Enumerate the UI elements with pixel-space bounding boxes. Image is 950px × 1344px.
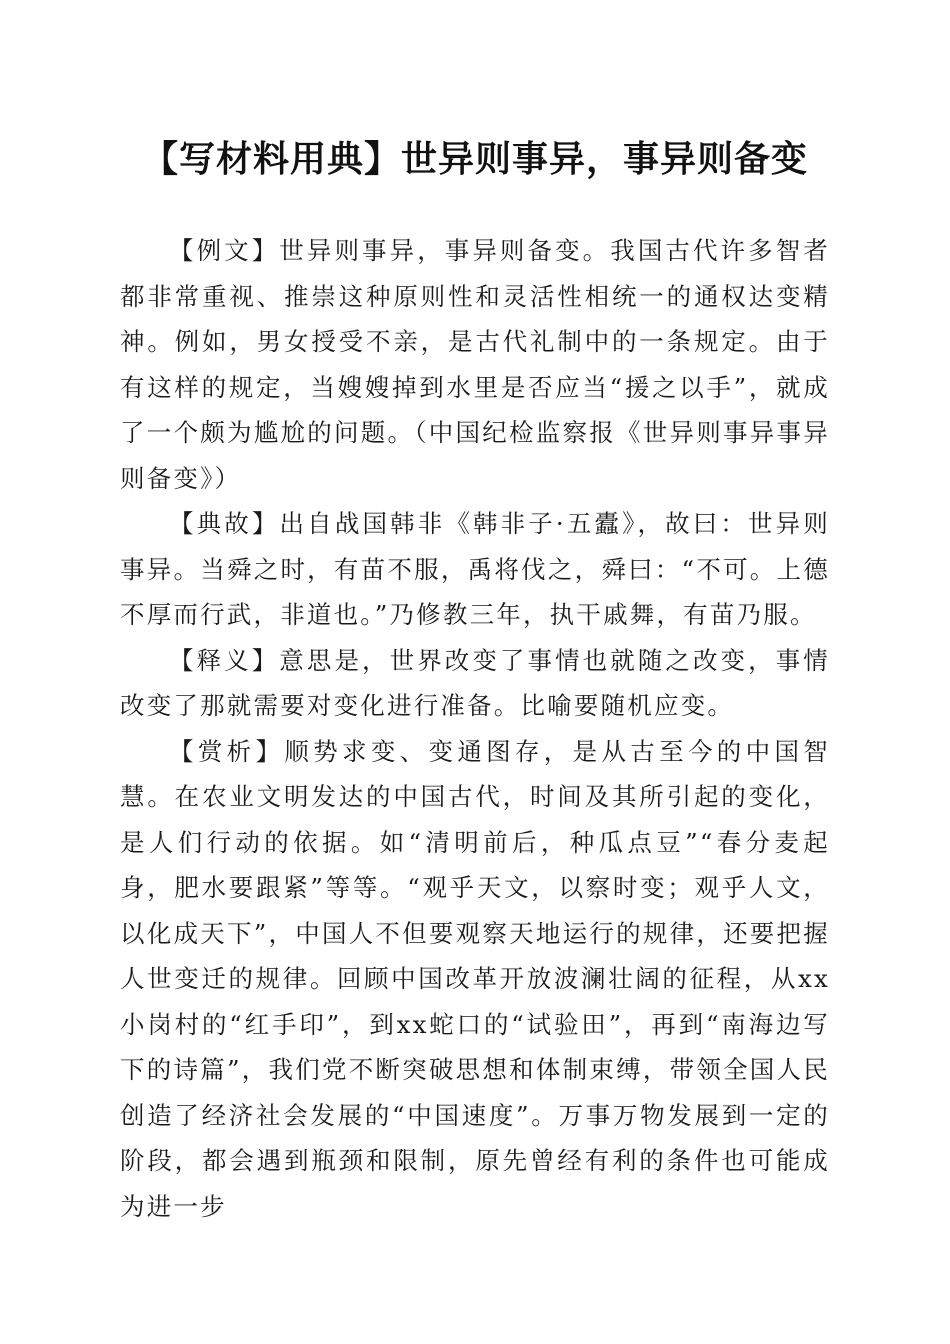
paragraph-allusion: 【典故】出自战国韩非《韩非子·五蠹》，故曰：世异则事异。当舜之时，有苗不服，禹将伐之，舜曰：“不可。上德不厚而行武，非道也。”乃修教三年，执干戚舞，有苗乃服。 bbox=[120, 509, 830, 629]
document-title: 【写材料用典】世异则事异，事异则备变 bbox=[141, 138, 808, 180]
paragraph-appreciation: 【赏析】顺势求变、变通图存，是从古至今的中国智慧。在农业文明发达的中国古代，时间及其所引起的变化，是人们行动的依据。如“清明前后，种瓜点豆”“春分麦起身，肥水要跟紧”等等。“观乎天文，以察时变；观乎人文，以化成天下”，中国人不但要观察天地运行的规律，还要把握人世变迁的规律。回顾中国改革开放波澜壮阔的征程，从xx小岗村的“红手印”，到xx蛇口的“试验田”，再到“南海边写下的诗篇”，我们党不断突破思想和体制束缚，带领全国人民创造了经济社会发展的“中国速度”。万事万物发展到一定的阶段，都会遇到瓶颈和限制，原先曾经有利的条件也可能成为进一步 bbox=[120, 736, 830, 1221]
document-body bbox=[120, 228, 830, 1229]
paragraph-meaning: 【释义】意思是，世界改变了事情也就随之改变，事情改变了那就需要对变化进行准备。比喻要随机应变。 bbox=[120, 645, 830, 720]
paragraph-example: 【例文】世异则事异，事异则备变。我国古代许多智者都非常重视、推崇这种原则性和灵活性相统一的通权达变精神。例如，男女授受不亲，是古代礼制中的一条规定。由于有这样的规定，当嫂嫂掉到水里是否应当“援之以手”，就成了一个颇为尴尬的问题。（中国纪检监察报《世异则事异事异则备变》） bbox=[120, 236, 830, 493]
